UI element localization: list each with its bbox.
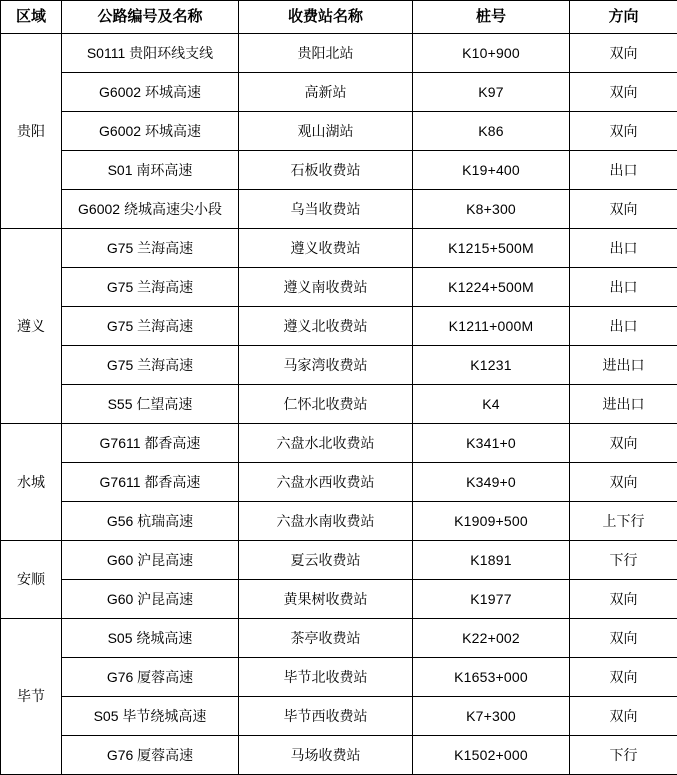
stake-cell: K1977 <box>413 580 570 619</box>
road-cell: G7611 都香高速 <box>62 463 239 502</box>
stake-cell: K86 <box>413 112 570 151</box>
road-cell: G7611 都香高速 <box>62 424 239 463</box>
region-cell: 遵义 <box>1 229 62 424</box>
table-header <box>1 1 677 34</box>
stake-cell: K349+0 <box>413 463 570 502</box>
station-cell: 茶亭收费站 <box>239 619 413 658</box>
column-header-stake: 桩号 <box>413 1 570 34</box>
road-cell: G76 厦蓉高速 <box>62 658 239 697</box>
station-cell: 六盘水北收费站 <box>239 424 413 463</box>
table-row <box>1 112 677 151</box>
dir-cell: 出口 <box>570 229 677 268</box>
road-cell: G6002 环城高速 <box>62 73 239 112</box>
station-cell: 夏云收费站 <box>239 541 413 580</box>
road-cell: G76 厦蓉高速 <box>62 736 239 775</box>
station-cell: 观山湖站 <box>239 112 413 151</box>
road-cell: S05 绕城高速 <box>62 619 239 658</box>
station-cell: 乌当收费站 <box>239 190 413 229</box>
table-row <box>1 541 677 580</box>
column-header-road: 公路编号及名称 <box>62 1 239 34</box>
stake-cell: K1891 <box>413 541 570 580</box>
stake-cell: K1502+000 <box>413 736 570 775</box>
road-cell: G75 兰海高速 <box>62 307 239 346</box>
table-row <box>1 34 677 73</box>
table-row <box>1 385 677 424</box>
road-cell: G60 沪昆高速 <box>62 580 239 619</box>
road-cell: G6002 绕城高速尖小段 <box>62 190 239 229</box>
road-cell: S01 南环高速 <box>62 151 239 190</box>
station-cell: 石板收费站 <box>239 151 413 190</box>
stake-cell: K341+0 <box>413 424 570 463</box>
dir-cell: 双向 <box>570 658 677 697</box>
dir-cell: 双向 <box>570 34 677 73</box>
dir-cell: 双向 <box>570 619 677 658</box>
dir-cell: 下行 <box>570 736 677 775</box>
stake-cell: K7+300 <box>413 697 570 736</box>
dir-cell: 出口 <box>570 307 677 346</box>
dir-cell: 双向 <box>570 463 677 502</box>
column-header-direction: 方向 <box>570 1 677 34</box>
table-row <box>1 619 677 658</box>
station-cell: 毕节西收费站 <box>239 697 413 736</box>
dir-cell: 双向 <box>570 580 677 619</box>
stake-cell: K1215+500M <box>413 229 570 268</box>
column-header-region: 区域 <box>1 1 62 34</box>
station-cell: 毕节北收费站 <box>239 658 413 697</box>
column-header-station: 收费站名称 <box>239 1 413 34</box>
station-cell: 仁怀北收费站 <box>239 385 413 424</box>
table-row <box>1 190 677 229</box>
station-cell: 马场收费站 <box>239 736 413 775</box>
stake-cell: K8+300 <box>413 190 570 229</box>
dir-cell: 双向 <box>570 697 677 736</box>
road-cell: G75 兰海高速 <box>62 346 239 385</box>
station-cell: 黄果树收费站 <box>239 580 413 619</box>
road-cell: G75 兰海高速 <box>62 229 239 268</box>
table-row <box>1 424 677 463</box>
road-cell: S05 毕节绕城高速 <box>62 697 239 736</box>
table-row <box>1 463 677 502</box>
table-row <box>1 580 677 619</box>
table-row <box>1 73 677 112</box>
dir-cell: 下行 <box>570 541 677 580</box>
dir-cell: 双向 <box>570 73 677 112</box>
road-cell: G60 沪昆高速 <box>62 541 239 580</box>
table-row <box>1 229 677 268</box>
table-row <box>1 736 677 775</box>
station-cell: 遵义北收费站 <box>239 307 413 346</box>
station-cell: 贵阳北站 <box>239 34 413 73</box>
dir-cell: 出口 <box>570 268 677 307</box>
table-row <box>1 268 677 307</box>
table-row <box>1 307 677 346</box>
stake-cell: K97 <box>413 73 570 112</box>
table-body <box>1 34 677 775</box>
stake-cell: K4 <box>413 385 570 424</box>
stake-cell: K1231 <box>413 346 570 385</box>
stake-cell: K10+900 <box>413 34 570 73</box>
road-cell: G6002 环城高速 <box>62 112 239 151</box>
table-header-row <box>1 1 677 34</box>
road-cell: S0111 贵阳环线支线 <box>62 34 239 73</box>
stake-cell: K1224+500M <box>413 268 570 307</box>
table-row <box>1 697 677 736</box>
station-cell: 六盘水西收费站 <box>239 463 413 502</box>
stake-cell: K1653+000 <box>413 658 570 697</box>
stake-cell: K19+400 <box>413 151 570 190</box>
region-cell: 贵阳 <box>1 34 62 229</box>
region-cell: 安顺 <box>1 541 62 619</box>
station-cell: 遵义收费站 <box>239 229 413 268</box>
region-cell: 水城 <box>1 424 62 541</box>
station-cell: 高新站 <box>239 73 413 112</box>
road-cell: S55 仁望高速 <box>62 385 239 424</box>
station-cell: 六盘水南收费站 <box>239 502 413 541</box>
stake-cell: K22+002 <box>413 619 570 658</box>
station-cell: 遵义南收费站 <box>239 268 413 307</box>
dir-cell: 双向 <box>570 424 677 463</box>
stake-cell: K1211+000M <box>413 307 570 346</box>
road-cell: G75 兰海高速 <box>62 268 239 307</box>
station-cell: 马家湾收费站 <box>239 346 413 385</box>
dir-cell: 上下行 <box>570 502 677 541</box>
region-cell: 毕节 <box>1 619 62 775</box>
dir-cell: 双向 <box>570 190 677 229</box>
table-row <box>1 658 677 697</box>
table-row <box>1 151 677 190</box>
dir-cell: 进出口 <box>570 385 677 424</box>
dir-cell: 进出口 <box>570 346 677 385</box>
road-cell: G56 杭瑞高速 <box>62 502 239 541</box>
dir-cell: 出口 <box>570 151 677 190</box>
table-row <box>1 502 677 541</box>
dir-cell: 双向 <box>570 112 677 151</box>
table-row <box>1 346 677 385</box>
stake-cell: K1909+500 <box>413 502 570 541</box>
